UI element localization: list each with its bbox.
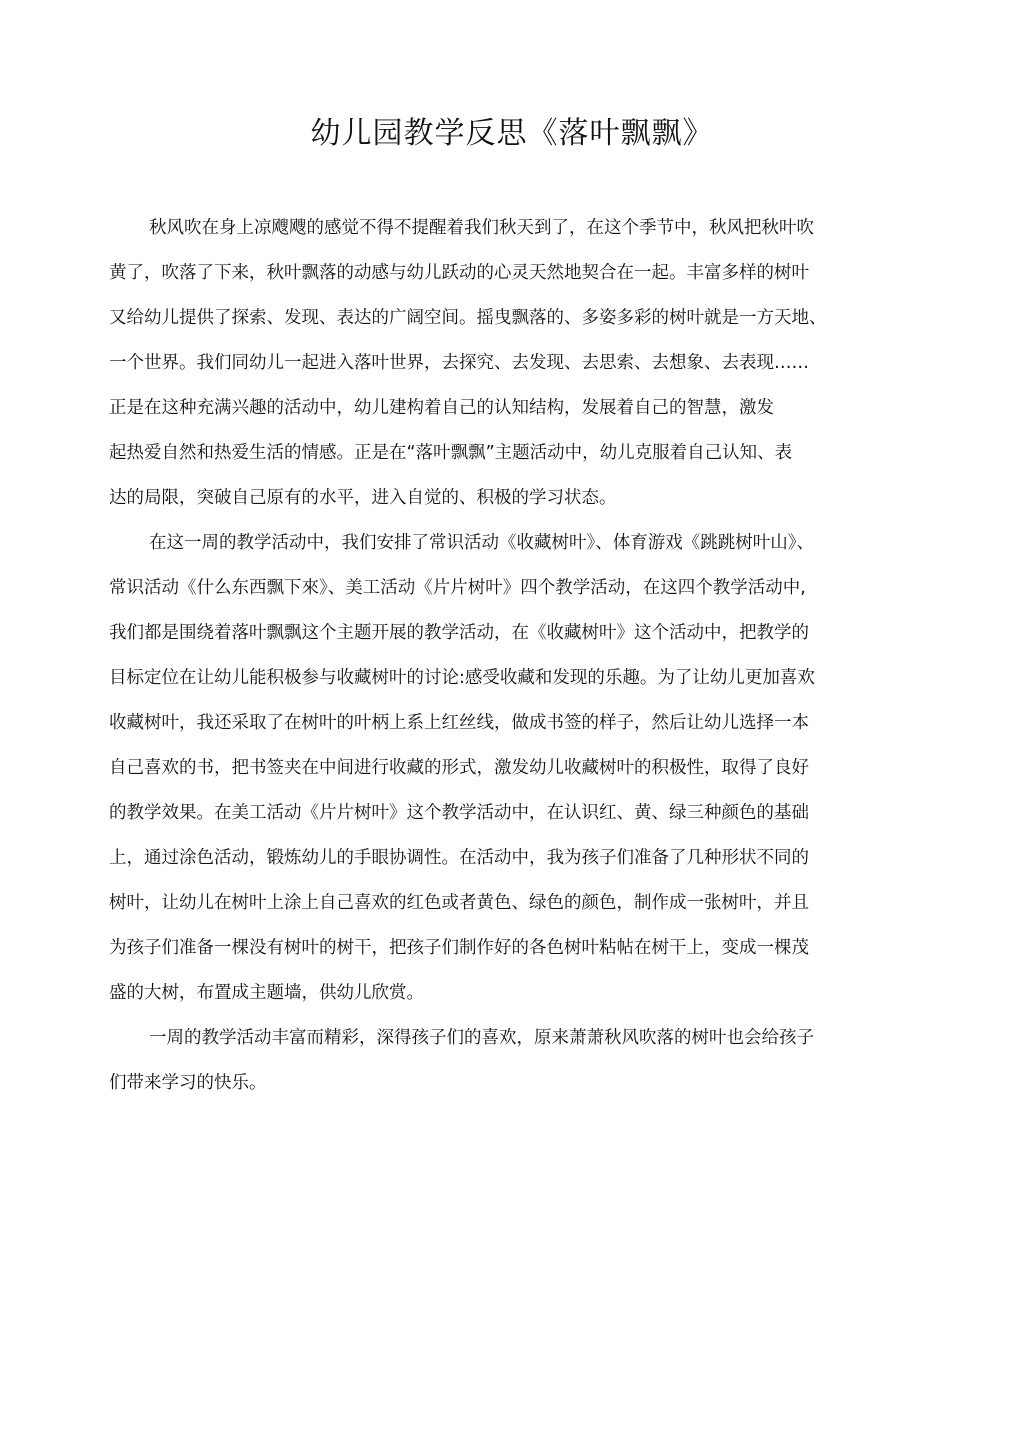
paragraph-line: 一个世界。我们同幼儿一起进入落叶世界，去探究、去发现、去思索、去想象、去表现…… <box>109 353 809 373</box>
paragraph-line: 们带来学习的快乐。 <box>109 1073 267 1093</box>
document-title: 幼儿园教学反思《落叶飘飘》 <box>310 116 714 151</box>
paragraph-line: 正是在这种充满兴趣的活动中，幼儿建构着自己的认知结构，发展着自己的智慧，激发 <box>109 398 774 418</box>
paragraph-line: 我们都是围绕着落叶飘飘这个主题开展的教学活动，在《收藏树叶》这个活动中，把教学的 <box>109 623 809 643</box>
paragraph-line: 秋风吹在身上凉飕飕的感觉不得不提醒着我们秋天到了，在这个季节中，秋风把秋叶吹 <box>149 218 814 238</box>
paragraph-line: 上，通过涂色活动，锻炼幼儿的手眼协调性。在活动中，我为孩子们准备了几种形状不同的 <box>109 848 809 868</box>
paragraph-line: 盛的大树，布置成主题墙，供幼儿欣赏。 <box>109 983 424 1003</box>
paragraph-line: 起热爱自然和热爱生活的情感。正是在“落叶飘飘”主题活动中，幼儿克服着自己认知、表 <box>109 443 793 463</box>
paragraph-line: 自己喜欢的书，把书签夹在中间进行收藏的形式，激发幼儿收藏树叶的积极性，取得了良好 <box>109 758 809 778</box>
paragraph-line: 的教学效果。在美工活动《片片树叶》这个教学活动中，在认识红、黄、绿三种颜色的基础 <box>109 803 809 823</box>
paragraph-line: 达的局限，突破自己原有的水平，进入自觉的、积极的学习状态。 <box>109 488 617 508</box>
paragraph-line: 常识活动《什么东西飘下來》、美工活动《片片树叶》四个教学活动，在这四个教学活动中, <box>109 578 806 598</box>
paragraph-line: 树叶，让幼儿在树叶上涂上自己喜欢的红色或者黄色、绿色的颜色，制作成一张树叶，并且 <box>109 893 809 913</box>
paragraph-line: 一周的教学活动丰富而精彩，深得孩子们的喜欢，原来萧萧秋风吹落的树叶也会给孩子 <box>149 1028 814 1048</box>
paragraph-line: 目标定位在让幼儿能积极参与收藏树叶的讨论:感受收藏和发现的乐趣。为了让幼儿更加喜欢 <box>109 668 815 688</box>
paragraph-line: 黄了，吹落了下来，秋叶飘落的动感与幼儿跃动的心灵天然地契合在一起。丰富多样的树叶 <box>109 263 809 283</box>
paragraph-line: 又给幼儿提供了探索、发现、表达的广阔空间。摇曳飘落的、多姿多彩的树叶就是一方天地、 <box>109 308 827 328</box>
paragraph-line: 在这一周的教学活动中，我们安排了常识活动《收藏树叶》、体育游戏《跳跳树叶山》、 <box>149 533 814 553</box>
paragraph-line: 为孩子们准备一棵没有树叶的树干，把孩子们制作好的各色树叶粘帖在树干上，变成一棵茂 <box>109 938 809 958</box>
paragraph-line: 收藏树叶，我还采取了在树叶的叶柄上系上红丝线，做成书签的样子，然后让幼儿选择一本 <box>109 713 809 733</box>
